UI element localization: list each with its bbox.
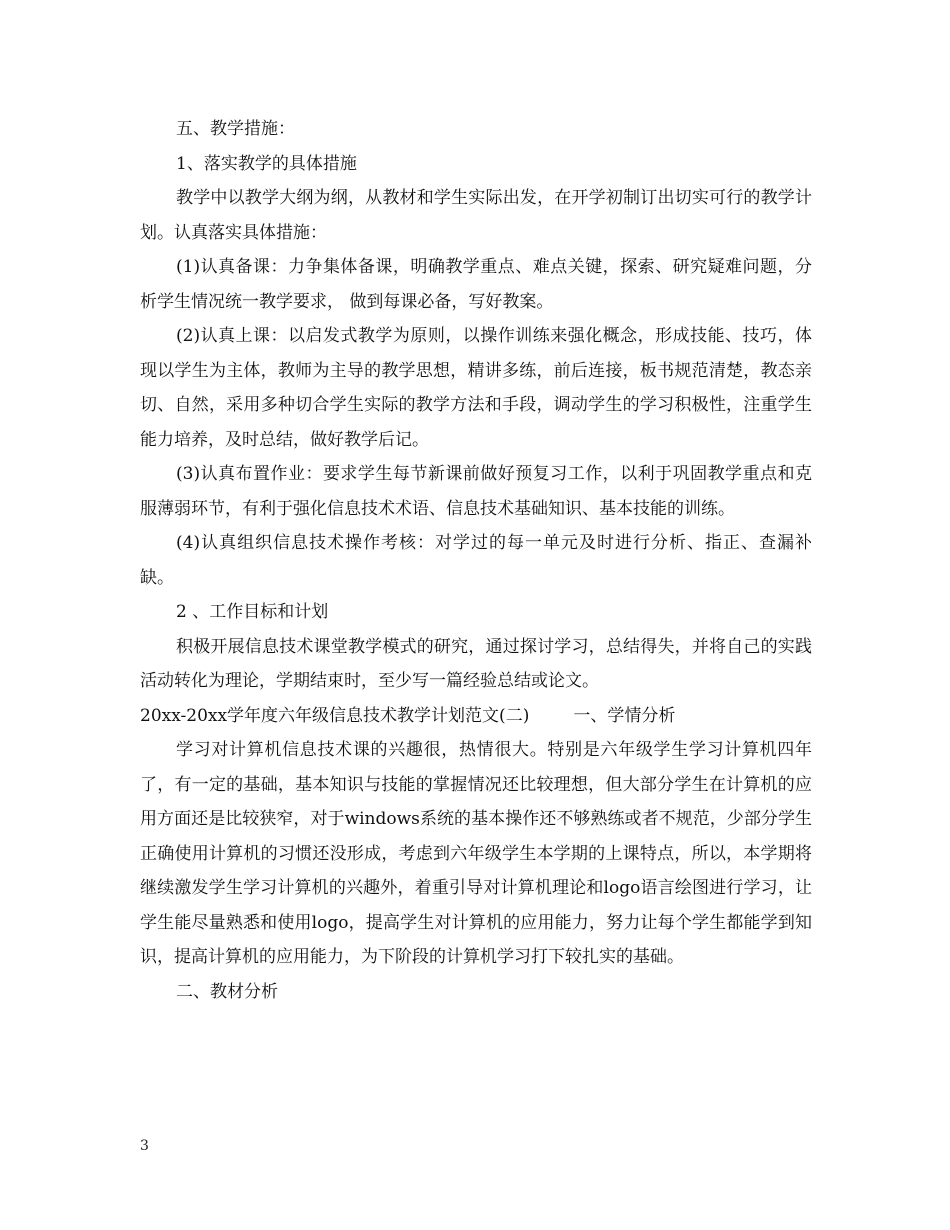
- heading-material-analysis: 二、教材分析: [176, 981, 278, 1002]
- paragraph-student-analysis: 学习对计算机信息技术课的兴趣很，热情很大。特别是六年级学生学习计算机四年了，有一定的基础，基本知识与技能的掌握情况还比较理想，但大部分学生在计算机的应用方面还是比较狭窄，对于windows系统的基本操作还不够熟练或者不规范，少部分学生正确使用计算机的习惯还没形成，考虑到六年级学生本学期的上课特点，所以，本学期将继续激发学生学习计算机的兴趣外，着重引导对计算机理论和logo语言绘图进行学习，让学生能尽量熟悉和使用logo，提高学生对计算机的应用能力，努力让每个学生都能学到知识，提高计算机的应用能力，为下阶段的计算机学习打下较扎实的基础。: [140, 740, 812, 967]
- heading-teaching-measures: 五、教学措施：: [176, 119, 295, 139]
- section-title-sub: 一、学情分析: [573, 705, 676, 726]
- page-number: 3: [140, 1138, 149, 1154]
- document-body: [140, 112, 812, 1009]
- section-title-main: 20xx-20xx学年度六年级信息技术教学计划范文(二): [140, 705, 530, 726]
- paragraph-teaching-class: (2)认真上课：以启发式教学为原则，以操作训练来强化概念，形成技能、技巧，体现以学生为主体，教师为主导的教学思想，精讲多练，前后连接，板书规范清楚，教态亲切、自然，采用多种切合学生实际的教学方法和手段，调动学生的学习积极性，注重学生能力培养，及时总结，做好教学后记。: [140, 326, 812, 450]
- section-title-line: [140, 699, 812, 734]
- paragraph-assessment: (4)认真组织信息技术操作考核：对学过的每一单元及时进行分析、指正、查漏补缺。: [140, 533, 812, 588]
- paragraph-teaching-plan: 教学中以教学大纲为纲，从教材和学生实际出发，在开学初制订出切实可行的教学计划。认真落实具体措施：: [140, 188, 812, 243]
- paragraph-homework: (3)认真布置作业：要求学生每节新课前做好预复习工作，以利于巩固教学重点和克服薄弱环节，有利于强化信息技术术语、信息技术基础知识、基本技能的训练。: [140, 464, 812, 519]
- paragraph-lesson-prep: (1)认真备课：力争集体备课，明确教学重点、难点关键，探索、研究疑难问题，分析学生情况统一教学要求， 做到每课必备，写好教案。: [140, 257, 812, 312]
- paragraph-research: 积极开展信息技术课堂教学模式的研究，通过探讨学习，总结得失，并将自己的实践活动转化为理论，学期结束时，至少写一篇经验总结或论文。: [140, 636, 812, 691]
- subheading-work-goals: 2 、工作目标和计划: [176, 602, 329, 622]
- subheading-implement-measures: 1、落实教学的具体措施: [176, 153, 357, 174]
